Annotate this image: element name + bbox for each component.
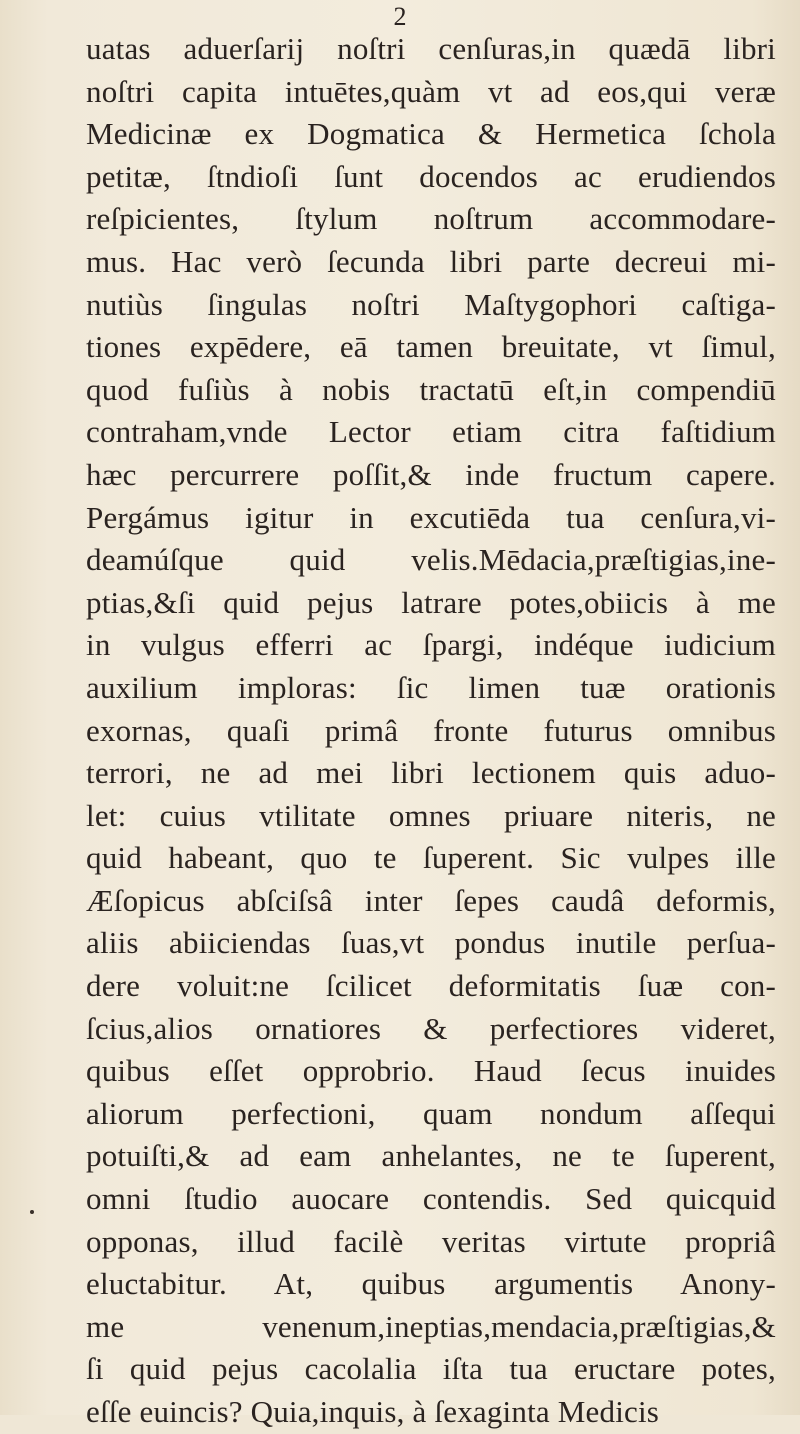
text-line: eſſe euincis? Quia,inquis, à ſexaginta Medicis bbox=[86, 1394, 660, 1429]
text-line: uatas aduerſarij noſtri cenſuras,in quædā libri bbox=[86, 31, 776, 66]
text-line: Æſopicus abſciſsâ inter ſepes caudâ deformis, bbox=[86, 882, 776, 918]
text-line: me venenum,ineptias,mendacia,præſtigias,& bbox=[86, 1308, 776, 1344]
text-line: ſi quid pejus cacolalia iſta tua eructare potes, bbox=[86, 1351, 776, 1387]
text-line: nutiùs ſingulas noſtri Maſtygophori caſtiga- bbox=[86, 286, 776, 322]
text-line: aliis abiiciendas ſuas,vt pondus inutile perſua- bbox=[86, 925, 776, 961]
text-line: Medicinæ ex Dogmatica & Hermetica ſchola bbox=[86, 116, 776, 152]
text-line: aliorum perfectioni, quam nondum aſſequi bbox=[86, 1095, 776, 1131]
text-line: hæc percurrere poſſit,& inde fructum capere. bbox=[86, 456, 776, 492]
margin-mark bbox=[30, 1210, 34, 1214]
text-line: ſcius,alios ornatiores & perfectiores videret, bbox=[86, 1010, 776, 1046]
text-line: contraham,vnde Lector etiam citra faſtidium bbox=[86, 414, 776, 450]
text-line: in vulgus efferri ac ſpargi, indéque iudicium bbox=[86, 627, 776, 663]
text-line: quibus eſſet opprobrio. Haud ſecus inuides bbox=[86, 1053, 776, 1089]
text-line: auxilium imploras: ſic limen tuæ orationis bbox=[86, 669, 776, 705]
text-line: petitæ, ſtndioſi ſunt docendos ac erudiendos bbox=[86, 158, 776, 194]
text-line: reſpicientes, ſtylum noſtrum accommodare- bbox=[86, 201, 776, 237]
text-line: omni ſtudio auocare contendis. Sed quicquid bbox=[86, 1181, 776, 1217]
text-line: eluctabitur. At, quibus argumentis Anony- bbox=[86, 1266, 776, 1302]
text-block bbox=[86, 28, 776, 1434]
text-line: let: cuius vtilitate omnes priuare niteris, ne bbox=[86, 797, 776, 833]
text-line: noſtri capita intuētes,quàm vt ad eos,qui veræ bbox=[86, 73, 776, 109]
text-line: mus. Hac verò ſecunda libri parte decreui mi- bbox=[86, 243, 776, 279]
text-line: quid habeant, quo te ſuperent. Sic vulpes ille bbox=[86, 840, 776, 876]
text-line: quod fuſiùs à nobis tractatū eſt,in compendiū bbox=[86, 371, 776, 407]
text-line: ptias,&ſi quid pejus latrare potes,obiicis à me bbox=[86, 584, 776, 620]
text-line: Pergámus igitur in excutiēda tua cenſura,vi- bbox=[86, 499, 776, 535]
text-line: tiones expēdere, eā tamen breuitate, vt ſimul, bbox=[86, 329, 776, 365]
text-line: terrori, ne ad mei libri lectionem quis aduo- bbox=[86, 755, 776, 791]
text-line: opponas, illud facilè veritas virtute propriâ bbox=[86, 1223, 776, 1259]
text-line: dere voluit:ne ſcilicet deformitatis ſuæ con- bbox=[86, 968, 776, 1004]
text-line: potuiſti,& ad eam anhelantes, ne te ſuperent, bbox=[86, 1138, 776, 1174]
page-number: 2 bbox=[393, 2, 407, 31]
text-line: deamúſque quid velis.Mēdacia,præſtigias,ine- bbox=[86, 542, 776, 578]
text-line: exornas, quaſi primâ fronte futurus omnibus bbox=[86, 712, 776, 748]
